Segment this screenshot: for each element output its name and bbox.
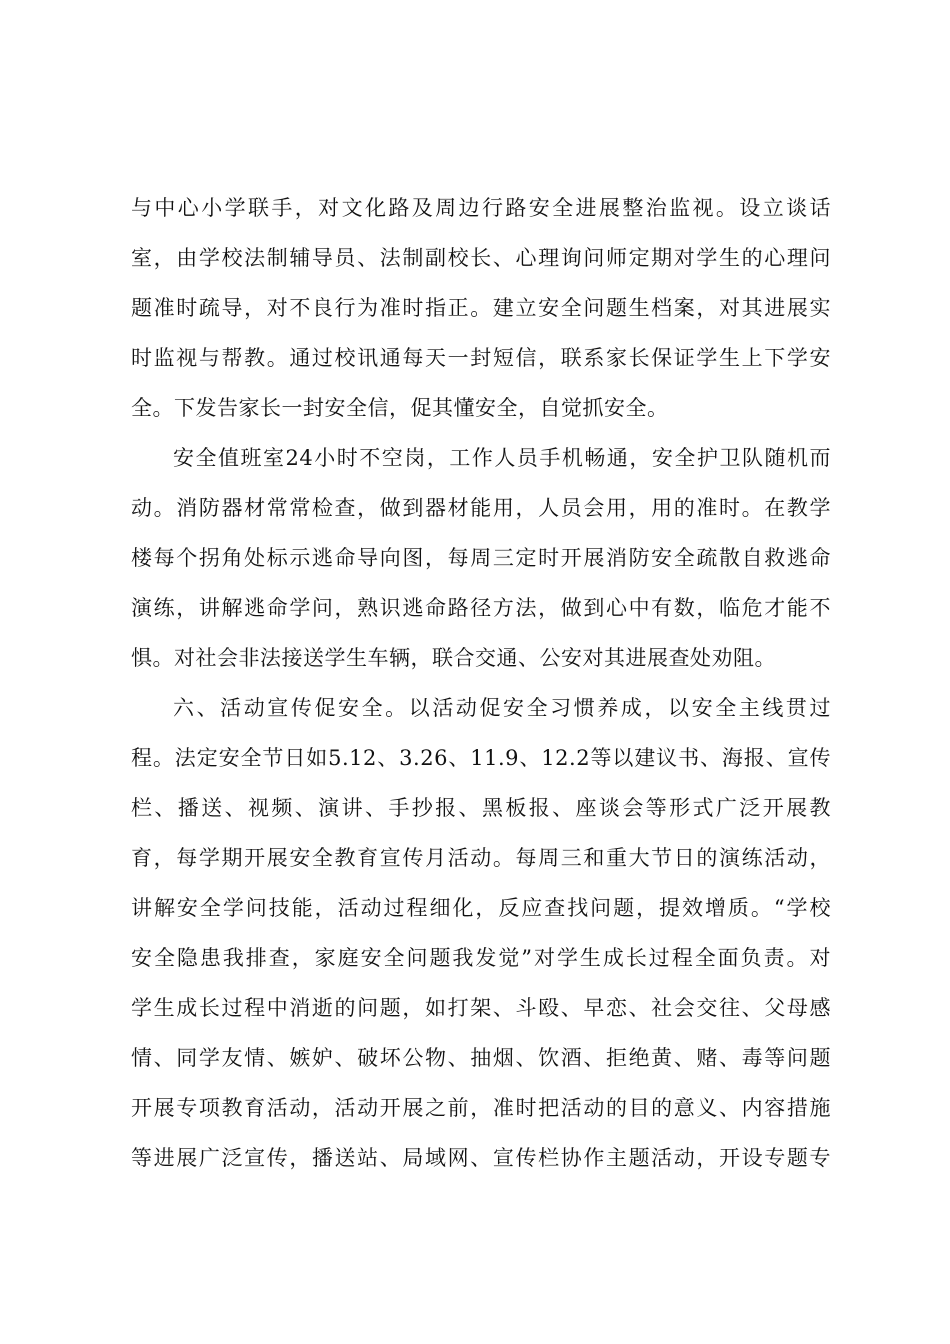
paragraph-2-line-2: 动。消防器材常常检查，做到器材能用，人员会用，用的准时。在教学 — [131, 496, 831, 520]
paragraph-3-line-4: 育，每学期开展安全教育宣传月活动。每周三和重大节日的演练活动， — [131, 846, 831, 870]
paragraph-2-line-3: 楼每个拐角处标示逃命导向图，每周三定时开展消防安全疏散自救逃命 — [131, 546, 831, 570]
paragraph-3-line-5: 讲解安全学问技能，活动过程细化，反应查找问题，提效增质。“学校 — [131, 896, 831, 920]
paragraph-1-line-5: 全。下发告家长一封安全信，促其懂安全，自觉抓安全。 — [131, 396, 669, 420]
paragraph-1-line-4: 时监视与帮教。通过校讯通每天一封短信，联系家长保证学生上下学安 — [131, 346, 831, 370]
paragraph-3-line-3: 栏、播送、视频、演讲、手抄报、黑板报、座谈会等形式广泛开展教 — [131, 796, 831, 820]
paragraph-3-line-9: 开展专项教育活动，活动开展之前，准时把活动的目的意义、内容措施 — [131, 1096, 831, 1120]
paragraph-2-line-4: 演练，讲解逃命学问，熟识逃命路径方法，做到心中有数，临危才能不 — [131, 596, 831, 620]
paragraph-3-line-7: 学生成长过程中消逝的问题，如打架、斗殴、早恋、社会交往、父母感 — [131, 996, 831, 1020]
paragraph-1-line-2: 室，由学校法制辅导员、法制副校长、心理询问师定期对学生的心理问 — [131, 246, 831, 270]
paragraph-3-line-8: 情、同学友情、嫉妒、破坏公物、抽烟、饮酒、拒绝黄、赌、毒等问题 — [131, 1046, 831, 1070]
paragraph-2-line-1: 安全值班室24小时不空岗，工作人员手机畅通，安全护卫队随机而 — [173, 446, 831, 470]
paragraph-3-line-2: 程。法定安全节日如5.12、3.26、11.9、12.2等以建议书、海报、宣传 — [131, 746, 831, 770]
paragraph-1-line-1: 与中心小学联手，对文化路及周边行路安全进展整治监视。设立谈话 — [131, 196, 831, 220]
paragraph-2-line-5: 惧。对社会非法接送学生车辆，联合交通、公安对其进展查处劝阻。 — [131, 646, 776, 670]
paragraph-3-line-6: 安全隐患我排查，家庭安全问题我发觉”对学生成长过程全面负责。对 — [131, 946, 831, 970]
paragraph-1-line-3: 题准时疏导，对不良行为准时指正。建立安全问题生档案，对其进展实 — [131, 296, 831, 320]
paragraph-3-line-1: 六、活动宣传促安全。以活动促安全习惯养成，以安全主线贯过 — [173, 696, 831, 720]
paragraph-3-line-10: 等进展广泛宣传，播送站、局域网、宣传栏协作主题活动，开设专题专 — [131, 1146, 831, 1170]
